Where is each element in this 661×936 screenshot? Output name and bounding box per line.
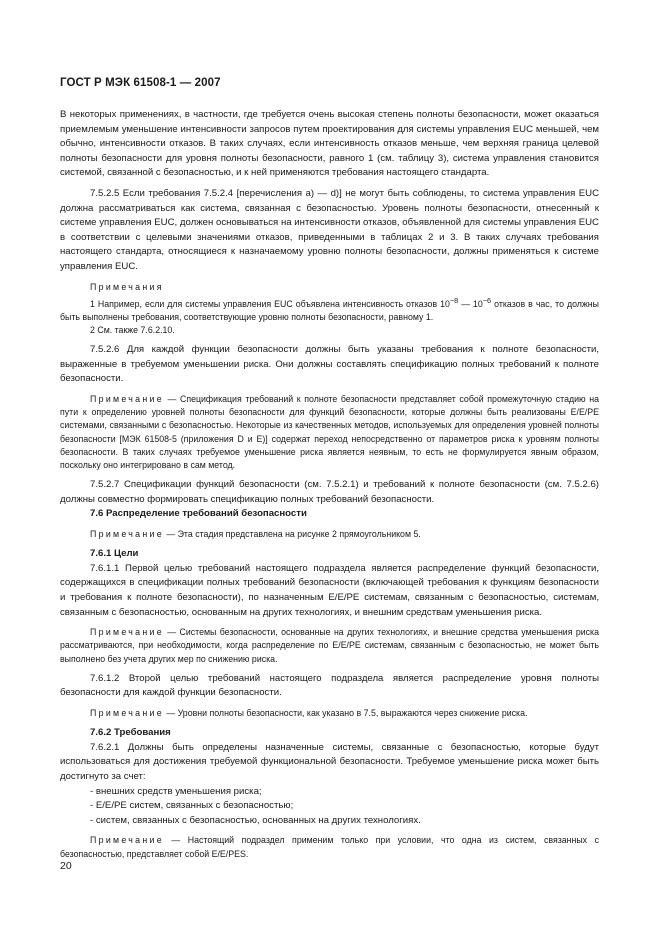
heading-7-6-1: 7.6.1 Цели [90,548,139,560]
note-1 [60,294,599,324]
note-4-text: — Эта стадия представлена на рисунке 2 прямоугольником 5. [163,529,421,540]
note-1-start: 1 Например, если для системы управления EUC объявлена интенсивность отказов 10 [90,298,450,309]
list-item: - систем, связанных с безопасностью, основанных на других технологиях. [90,814,421,826]
paragraph-7-5-2-5: 7.5.2.5 Если требования 7.5.2.4 [перечисления а) — d)] не могут быть соблюдены, то система управления EUC должна рассматриваться как система, связанная с безопасностью. Уровень полноты безопасности, отнесенный к системе управления EUC, должен основываться на интенсивности отказов, объявленной для системы управления EUC в соответствии с целевыми значениями отказов, приведенными в таблицах 2 и 3. В таких случаях требования настоящего стандарта, относящиеся к назначаемому уровню полноты безопасности, должны применяться к системе управления EUC. [60,187,599,272]
note-1-exponent-1: −8 [449,295,459,305]
paragraph-7-6-1-2: 7.6.1.2 Второй целью требований настоящего подраздела является распределение уровня полноты безопасности для каждой функции безопасности. [60,672,599,699]
note-4-label: Примечание [90,529,164,540]
paragraph-7-6-2-1: 7.6.2.1 Должны быть определены назначенные системы, связанные с безопасностью, которые будут использоваться для достижения требуемой функциональной безопасности. Требуемое уменьшение риска может быть достигнуто за счет: [60,741,599,782]
note-3 [60,393,599,472]
note-1-exponent-2: −6 [482,295,492,305]
note-2: 2 См. также 7.6.2.10. [90,325,175,336]
paragraph-7-6-1-1: 7.6.1.1 Первой целью требований настоящего подраздела является распределение функций безопасности, содержащихся в спецификации полных требований безопасности (включающей требования к функциям безопасности и требования к полноте безопасности), по назначенным E/E/PE системам, связанным с безопасностью, системам, связанным с безопасностью, основанным на других технологиях, и внешним средствам уменьшения риска. [60,562,599,618]
note-1-mid: — 10 [458,298,483,309]
note-3-text: — Спецификация требований к полноте безопасности представляет собой промежуточную стадию на пути к определению уровней полноты безопасности для функций безопасности, которые должны быть реализованы E/E/PE системами, связанными с безопасностью. Некоторые из качественных методов, используемых для определения уровней полноты безопасности [МЭК 61508-5 (приложения D и E)] содержат переход непосредственно от параметров риска к уровням полноты безопасности. В таких случаях требуемое уменьшение риска является неявным, то есть не формулируется явным образом, поскольку оно интегрировано в сам метод. [60,394,599,471]
notes-label-text: Примечания [90,281,164,292]
note-6-label: Примечание [90,708,164,719]
note-5-text: — Системы безопасности, основанные на других технологиях, и внешние средства уменьшения риска рассматриваются, при необходимости, когда распределение по E/E/PE системам, связанным с безопасностью, не может быть выполнено без учета других мер по снижению риска. [60,627,599,664]
document-header: ГОСТ Р МЭК 61508-1 — 2007 [60,77,221,89]
note-5 [60,626,599,666]
notes-label [60,281,599,294]
note-6-text: — Уровни полноты безопасности, как указано в 7.5, выражаются через снижение риска. [163,708,528,719]
note-6 [60,707,599,720]
list-item: - E/E/PE систем, связанных с безопасностью; [90,800,294,812]
note-1-end: отказов в час, то должны быть выполнены требования, соответствующие уровню полноты безопасности, равному 1. [60,298,599,322]
note-5-label: Примечание [90,627,164,638]
note-3-label: Примечание [90,394,164,405]
note-7 [60,834,599,860]
note-4 [60,528,599,541]
note-7-label: Примечание [90,835,164,846]
list-item: - внешних средств уменьшения риска; [90,785,262,797]
paragraph-7-5-2-7: 7.5.2.7 Спецификации функций безопасности (см. 7.5.2.1) и требований к полноте безопасности (см. 7.5.2.6) должны совместно формировать спецификацию полных требований безопасности. [60,479,599,505]
heading-7-6: 7.6 Распределение требований безопасности [90,508,307,520]
paragraph-7-5-2-6: 7.5.2.6 Для каждой функции безопасности должны быть указаны требования к полноте безопасности, выраженные в требуемом уменьшении риска. Они должны составлять спецификацию полных требований к полноте безопасности. [60,344,599,385]
page-number: 20 [60,860,72,872]
note-7-text: — Настоящий подраздел применим только при условии, что одна из систем, связанных с безопасностью, представляет собой E/E/PES. [60,835,599,859]
document-body [60,108,599,861]
paragraph-intro: В некоторых применениях, в частности, где требуется очень высокая степень полноты безопасности, может оказаться приемлемым уменьшение интенсивности запросов путем проектирования для системы управления EUC меньшей, чем обычно, интенсивности отказов. В таких случаях, если интенсивность отказов меньше, чем верхняя граница целевой полноты безопасности для уровня полноты безопасности, равного 1 (см. таблицу 3), система управления становится системой, связанной с безопасностью, и к ней применяются требования настоящего стандарта. [60,109,599,179]
heading-7-6-2: 7.6.2 Требования [90,727,171,739]
